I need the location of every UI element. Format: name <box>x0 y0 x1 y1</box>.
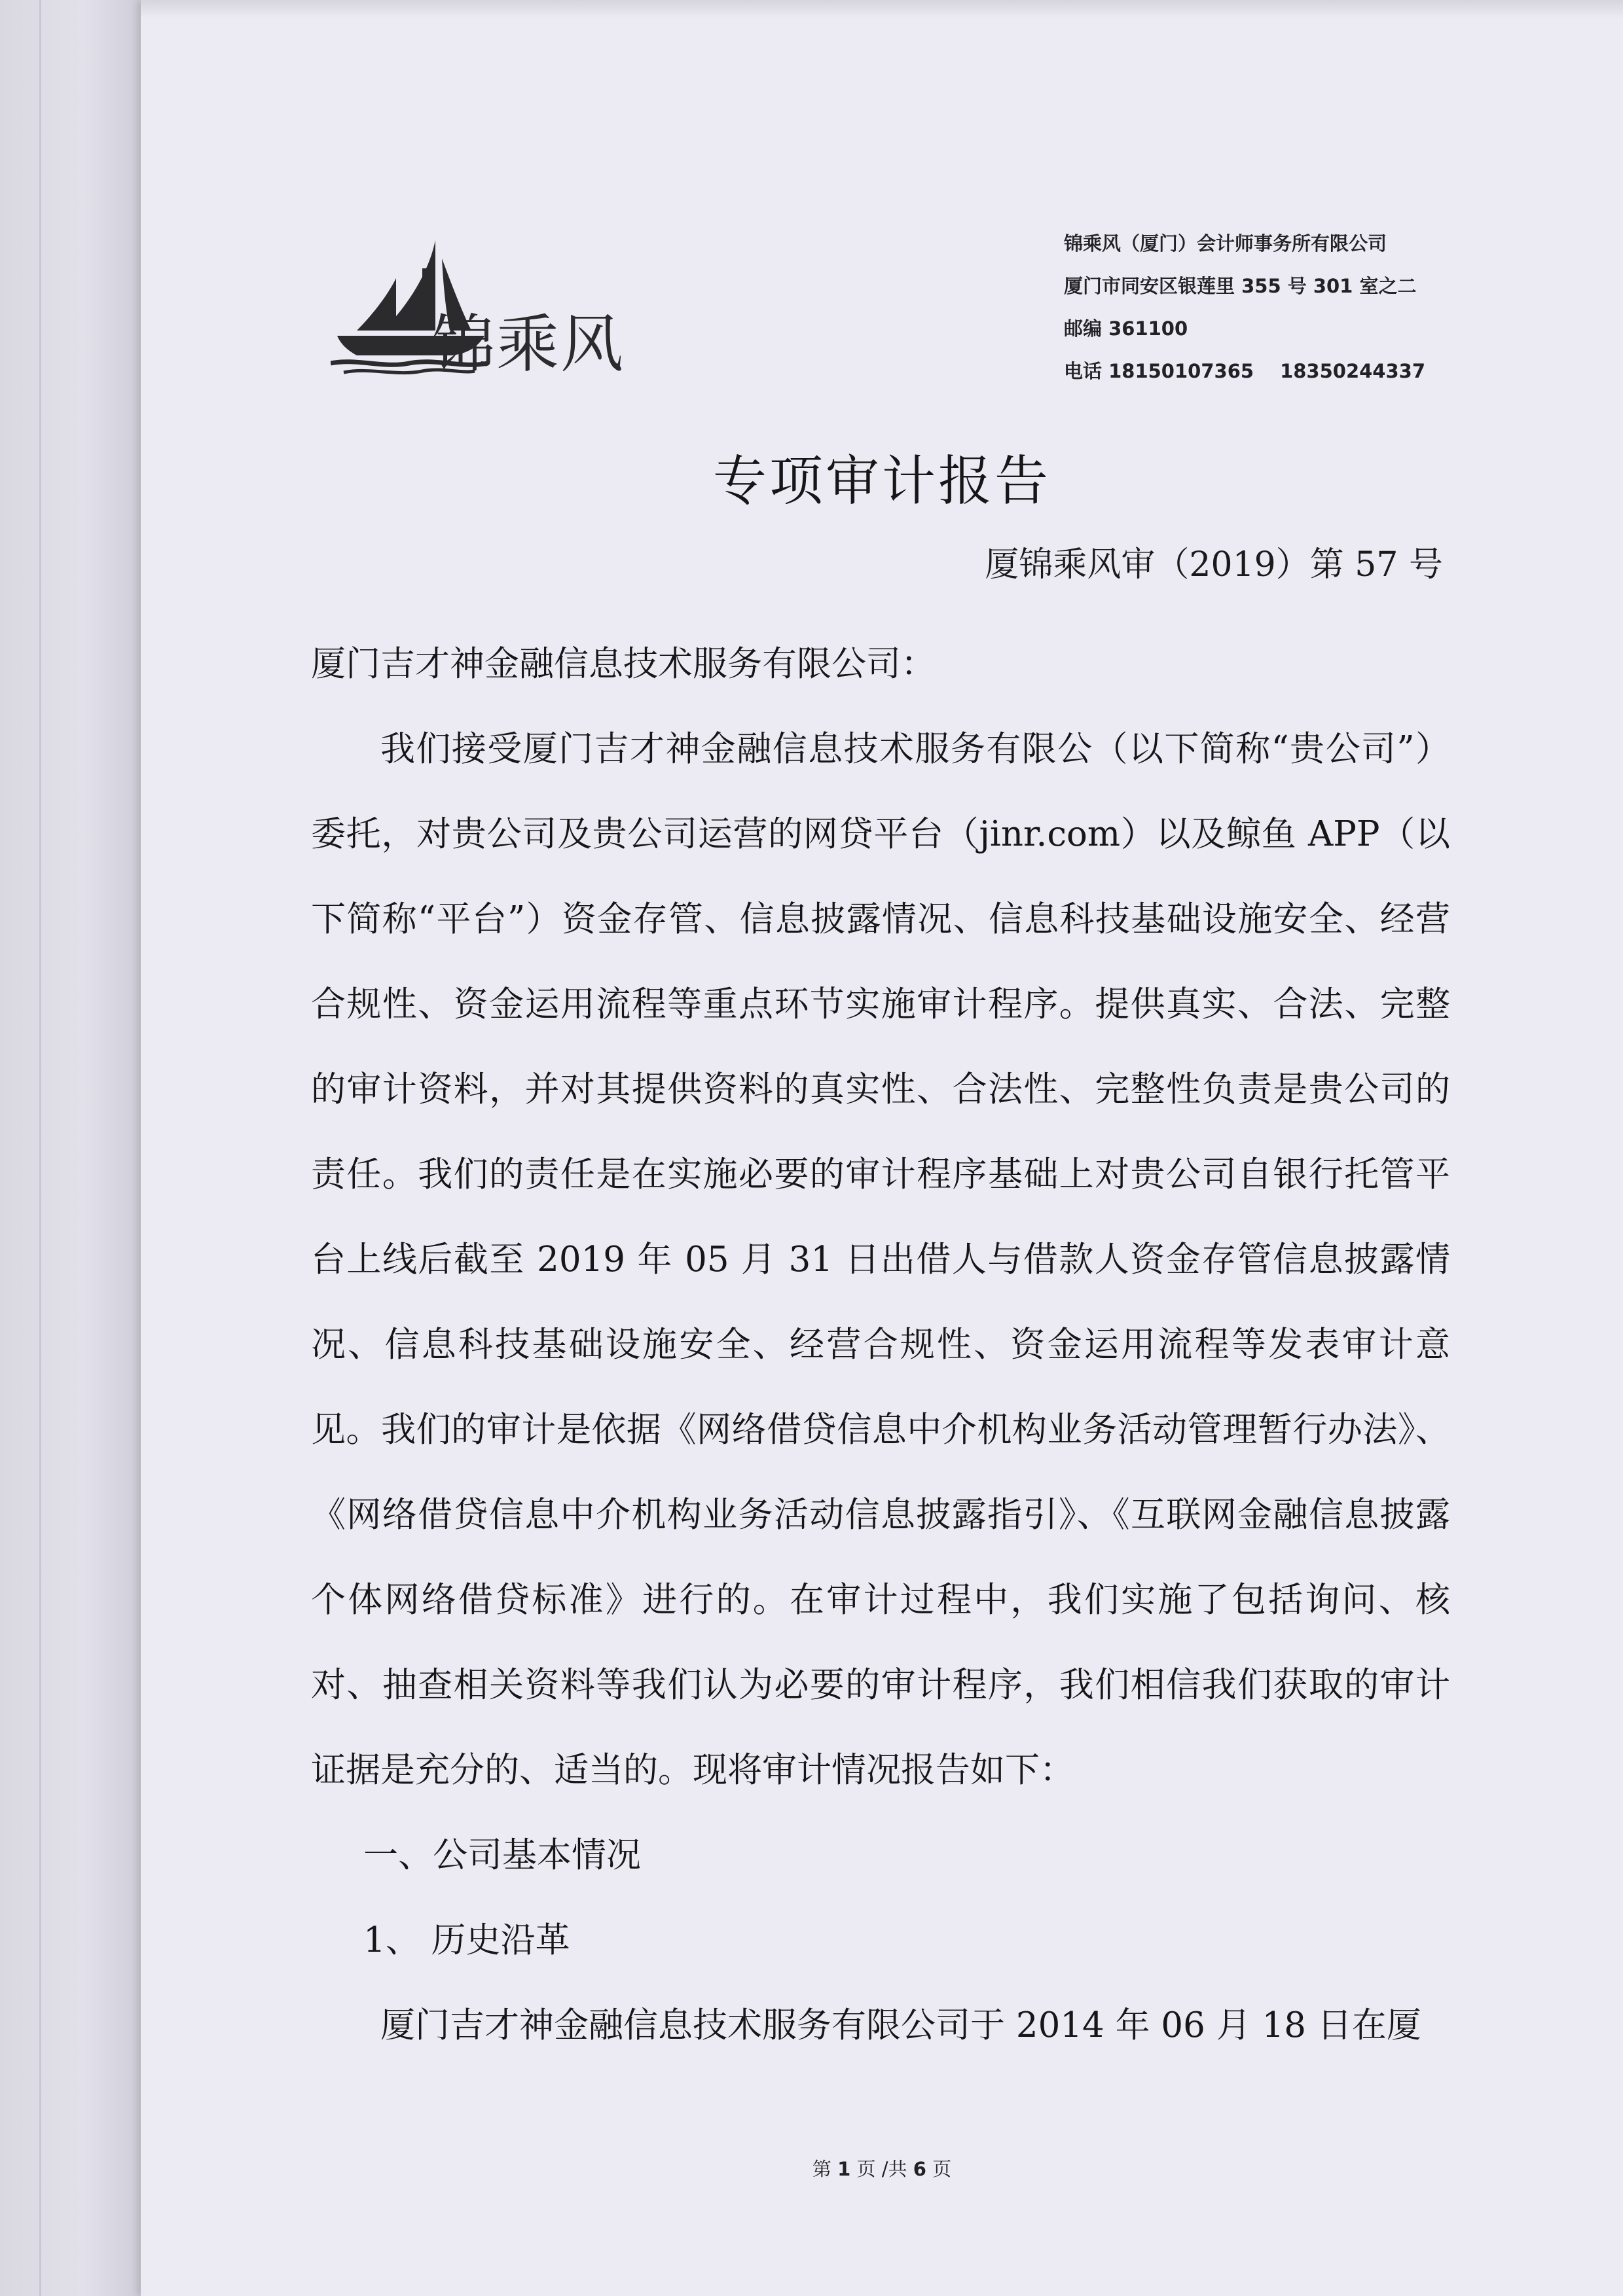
footer-mid: 页 /共 <box>856 2158 907 2180</box>
firm-info <box>1064 223 1425 393</box>
section-heading: 一、公司基本情况 <box>363 1835 641 1875</box>
body-paragraph-continued: 厦门吉才神金融信息技术服务有限公司于 2014 年 06 月 18 日在厦 <box>380 2005 1421 2045</box>
scanner-margin-line <box>39 0 41 2296</box>
addressee: 厦门吉才神金融信息技术服务有限公司： <box>311 644 936 684</box>
footer-prefix: 第 <box>812 2158 831 2180</box>
report-body <box>311 622 1450 2068</box>
document-page <box>141 0 1623 2296</box>
scanner-margin <box>0 0 141 2296</box>
subsection-heading: 1、 历史沿革 <box>363 1920 570 1960</box>
firm-phone-2: 18350244337 <box>1280 360 1426 382</box>
firm-name: 锦乘风（厦门）会计师事务所有限公司 <box>1064 232 1387 255</box>
brand-name: 锦乘风 <box>432 308 625 381</box>
footer-suffix: 页 <box>932 2158 952 2180</box>
report-title: 专项审计报告 <box>712 450 1051 512</box>
page-footer <box>141 2155 1623 2181</box>
firm-address: 厦门市同安区银莲里 355 号 301 室之二 <box>1064 275 1417 297</box>
report-reference-number: 厦锦乘风审（2019）第 57 号 <box>985 545 1443 584</box>
body-paragraph: 我们接受厦门吉才神金融信息技术服务有限公（以下简称“贵公司”）委托，对贵公司及贵公司运营的网贷平台（jinr.com）以及鲸鱼 APP（以下简称“平台”）资金存管、信息披露情况、信息科技基础设施安全、经营合规性、资金运用流程等重点环节实施审计程序。提供真实、合法、完整的审计资料，并对其提供资料的真实性、合法性、完整性负责是贵公司的责任。我们的责任是在实施必要的审计程序基础上对贵公司自银行托管平台上线后截至 2019 年 05 月 31 日出借人与借款人资金存管信息披露情况、信息科技基础设施安全、经营合规性、资金运用流程等发表审计意见。我们的审计是依据《网络借贷信息中介机构业务活动管理暂行办法》、《网络借贷信息中介机构业务活动信息披露指引》、《互联网金融信息披露个体网络借贷标准》进行的。在审计过程中，我们实施了包括询问、核对、抽查相关资料等我们认为必要的审计程序，我们相信我们获取的审计证据是充分的、适当的。现将审计情况报告如下： <box>311 729 1450 1790</box>
footer-page-total: 6 <box>913 2158 926 2180</box>
firm-phone-1: 电话 18150107365 <box>1064 360 1254 382</box>
footer-page-number: 1 <box>837 2158 851 2180</box>
page-top-shadow <box>141 0 1623 18</box>
firm-phone <box>1064 350 1425 393</box>
firm-postcode: 邮编 361100 <box>1064 317 1188 340</box>
